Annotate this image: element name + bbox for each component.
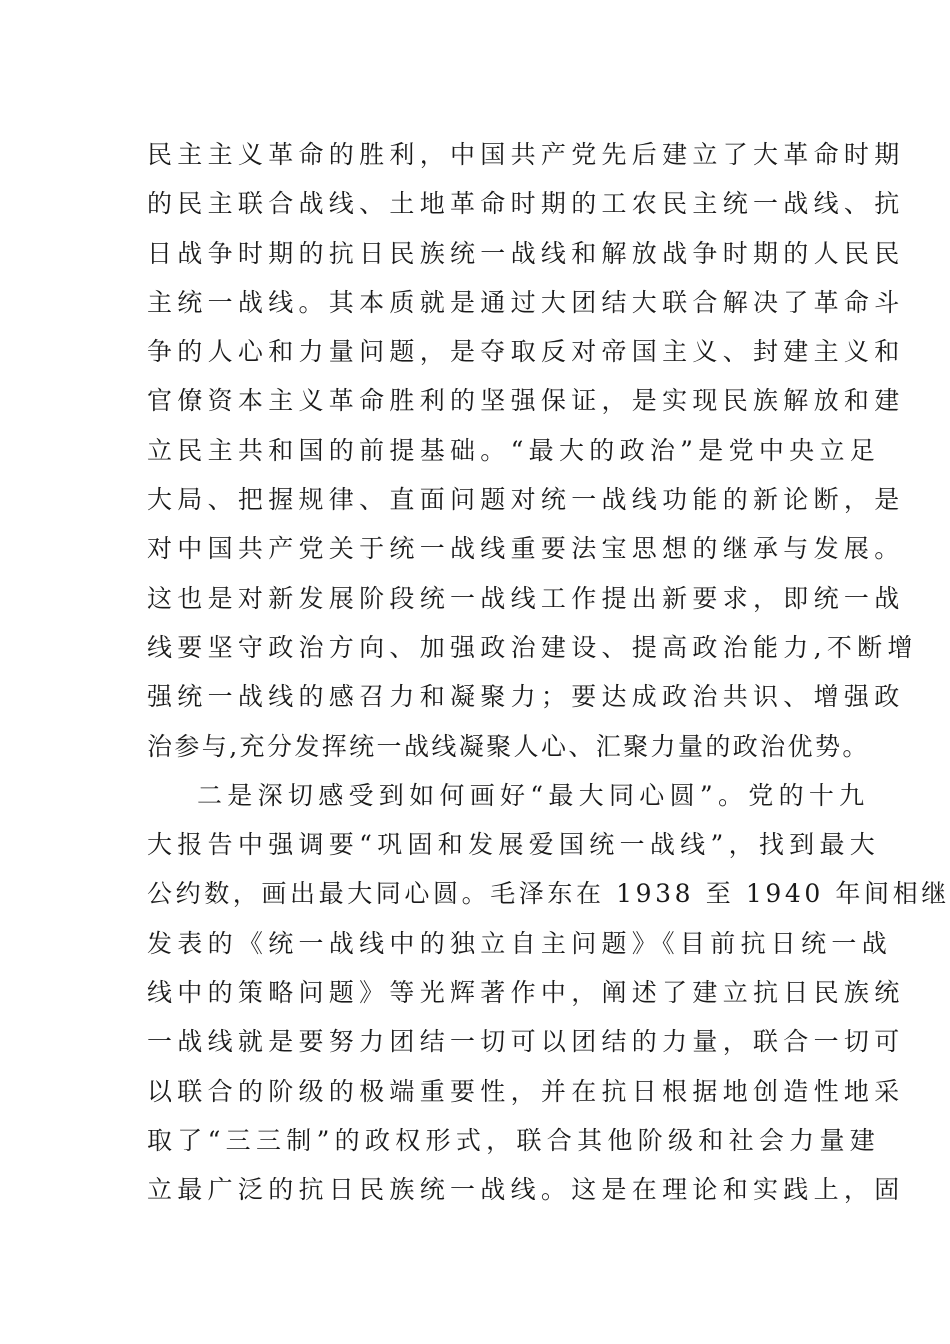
text-line: 官僚资本主义革命胜利的坚强保证，是实现民族解放和建 (147, 386, 905, 416)
text-line: 争的人心和力量问题，是夺取反对帝国主义、封建主义和 (147, 337, 905, 367)
text-line: 线要坚守政治方向、加强政治建设、提高政治能力,不断增 (147, 632, 918, 662)
text-line: 大局、把握规律、直面问题对统一战线功能的新论断，是 (147, 485, 905, 515)
text-line: 治参与,充分发挥统一战线凝聚人心、汇聚力量的政治优势。 (147, 731, 870, 761)
text-line: 取了“三三制”的政权形式，联合其他阶级和社会力量建 (147, 1125, 881, 1155)
paragraph-start-line: 二是深切感受到如何画好“最大同心圆”。党的十九 (197, 780, 870, 810)
text-line: 日战争时期的抗日民族统一战线和解放战争时期的人民民 (147, 238, 905, 268)
text-line: 线中的策略问题》等光辉著作中，阐述了建立抗日民族统 (147, 978, 905, 1008)
text-line: 公约数，画出最大同心圆。毛泽东在 1938 至 1940 年间相继 (147, 879, 950, 909)
text-line: 立最广泛的抗日民族统一战线。这是在理论和实践上，固 (147, 1175, 905, 1205)
text-line: 一战线就是要努力团结一切可以团结的力量，联合一切可 (147, 1027, 905, 1057)
body-text (147, 130, 950, 1215)
text-line: 这也是对新发展阶段统一战线工作提出新要求，即统一战 (147, 583, 905, 613)
text-line: 发表的《统一战线中的独立自主问题》《目前抗日统一战 (147, 928, 893, 958)
text-line: 主统一战线。其本质就是通过大团结大联合解决了革命斗 (147, 287, 905, 317)
text-line: 立民主共和国的前提基础。“最大的政治”是党中央立足 (147, 435, 881, 465)
text-line: 大报告中强调要“巩固和发展爱国统一战线”，找到最大 (147, 830, 881, 860)
text-line: 对中国共产党关于统一战线重要法宝思想的继承与发展。 (147, 534, 905, 564)
text-line: 的民主联合战线、土地革命时期的工农民主统一战线、抗 (147, 189, 905, 219)
text-line: 民主主义革命的胜利，中国共产党先后建立了大革命时期 (147, 140, 905, 169)
text-line: 以联合的阶级的极端重要性，并在抗日根据地创造性地采 (147, 1076, 905, 1106)
text-line: 强统一战线的感召力和凝聚力；要达成政治共识、增强政 (147, 682, 905, 712)
